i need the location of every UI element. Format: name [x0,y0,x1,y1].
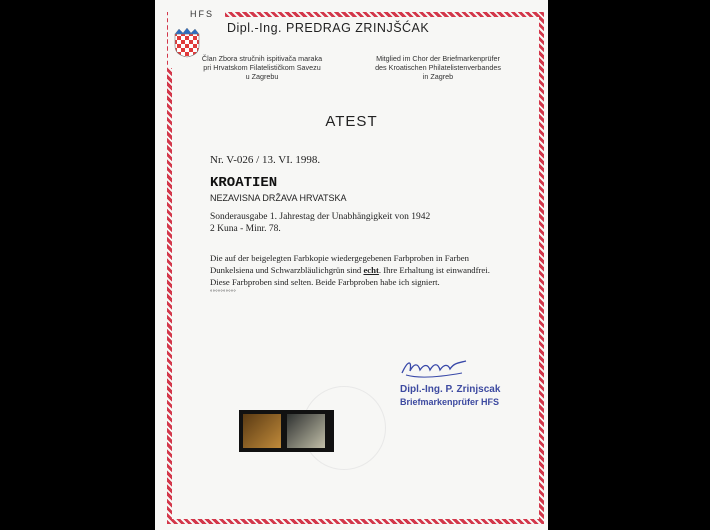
examiner-name: Dipl.-Ing. PREDRAG ZRINJŠĆAK [227,21,430,35]
issue-description: Sonderausgabe 1. Jahrestag der Unabhängigkeit von 1942 [210,212,431,222]
stamp-samples-photo [239,410,334,452]
document-title: ATEST [325,113,378,130]
certificate-number: Nr. V-026 / 13. VI. 1998. [210,154,321,166]
german-membership [353,54,523,81]
body-text-part: . Ihre Erhaltung ist einwandfrei. Diese Farbproben sind selten. Beide Farbproben habe ich signiert. [210,265,490,287]
genuine-mark: echt [363,265,379,275]
body-text-part: Die auf der beigelegten Farbkopie wiedergegebenen Farbproben in Farben Dunkelsiena und Schwarzbläulichgrün sind [210,253,469,275]
german-line: in Zagreb [422,72,454,81]
croatian-line: u Zagrebu [245,72,279,81]
handwritten-signature [400,355,470,381]
country-heading: KROATIEN [210,175,278,191]
croatian-line: pri Hrvatskom Filatelističkom Savezu [203,63,321,72]
certificate-sheet [155,0,548,530]
examiner-stamp-name: Dipl.-Ing. P. Zrinjscak [400,384,501,395]
certificate-body [210,252,510,288]
hfs-logo-text: HFS [190,9,214,19]
croatian-membership [187,54,337,81]
examiner-stamp-role: Briefmarkenprüfer HFS [400,397,500,407]
stamp-blackish-blue-green [287,414,325,448]
croatian-line: Član Zbora stručnih ispitivača maraka [201,54,323,63]
stamp-dark-sienna [243,414,281,448]
dotted-line: °°°°°°°°°° [210,290,236,296]
stamp-value: 2 Kuna - Minr. 78. [210,224,281,234]
state-name: NEZAVISNA DRŽAVA HRVATSKA [210,193,347,203]
german-line: des Kroatischen Philatelistenverbandes [375,63,501,72]
german-line: Mitglied im Chor der Briefmarkenprüfer [376,54,500,63]
